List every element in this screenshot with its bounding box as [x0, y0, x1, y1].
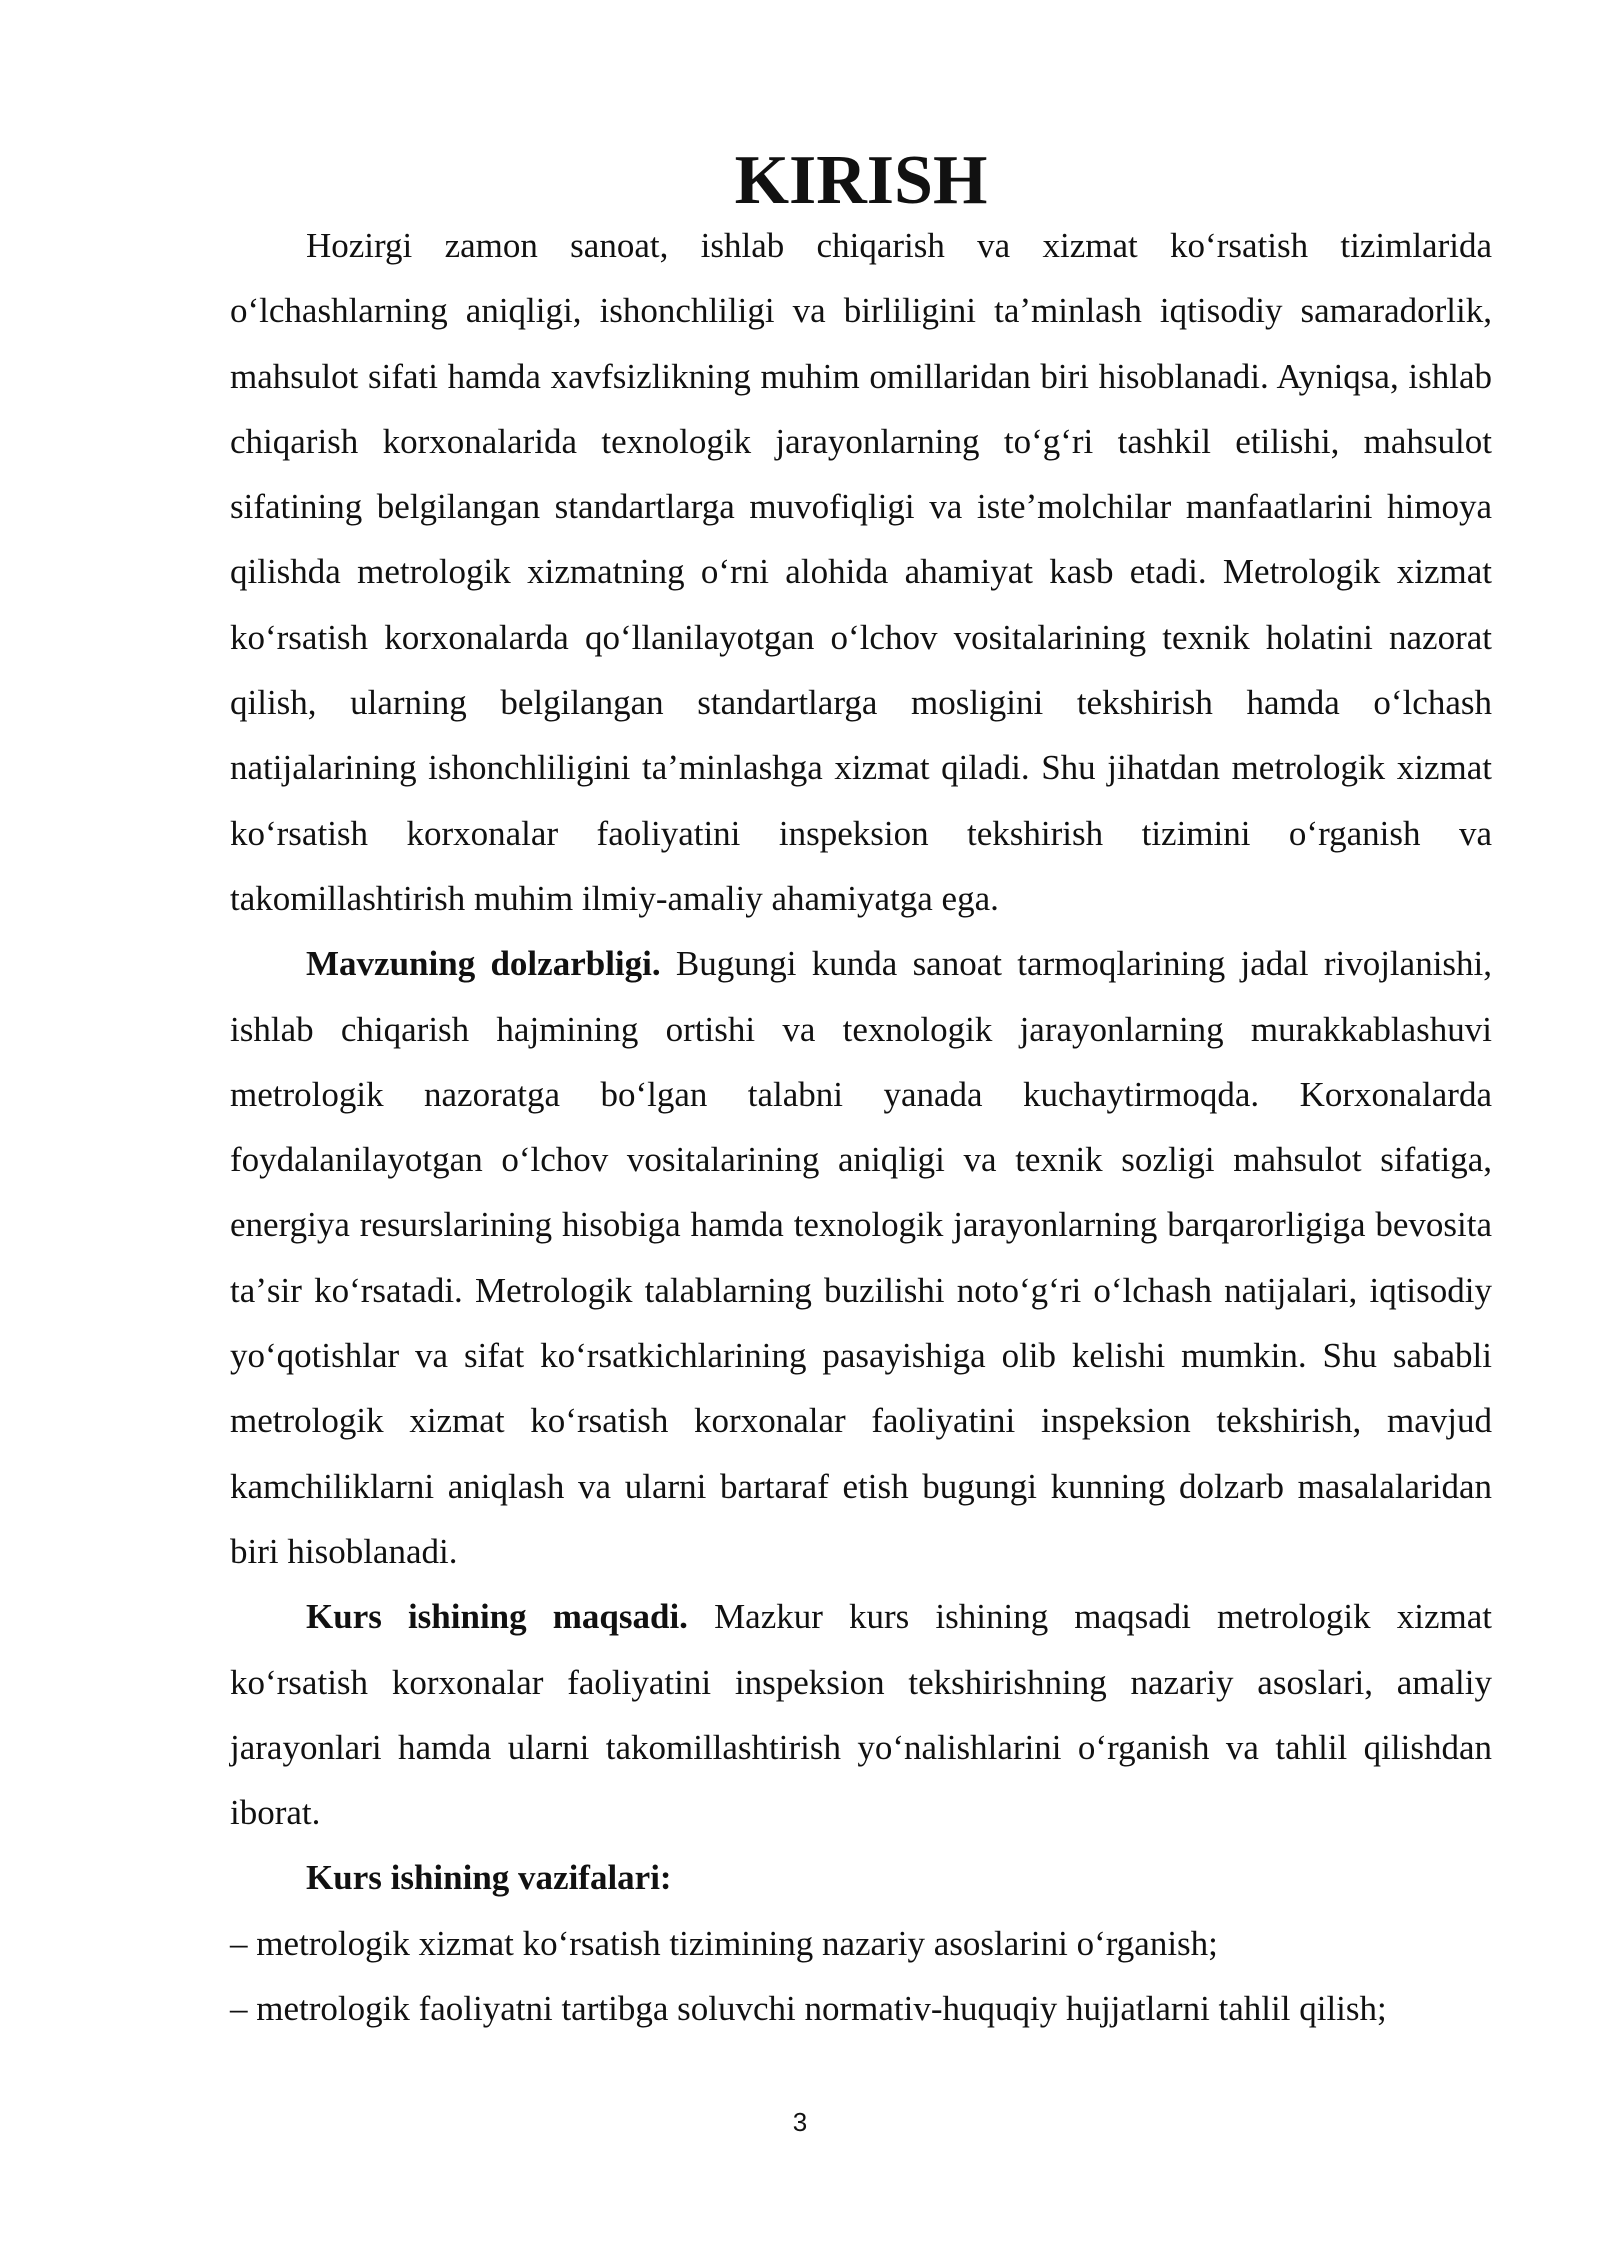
tasks-heading: Kurs ishining vazifalari: — [306, 1858, 672, 1898]
relevance-paragraph — [230, 931, 1492, 1584]
goal-heading: Kurs ishining maqsadi. — [306, 1597, 688, 1637]
relevance-text: Bugungi kunda sanoat tarmoqlarining jadal rivojlanishi, ishlab chiqarish hajmining ortishi va texnologik jarayonlarning murakkablashuvi metrologik nazoratga boʻlgan talabni yanada kuchaytirmoqda. Korxonalarda foydalanilayotgan oʻlchov vositalarining aniqligi va texnik sozligi mahsulot sifatiga, energiya resurslarining hisobiga hamda texnologik jarayonlarning barqarorligiga bevosita taʼsir koʻrsatadi. Metrologik talablarning buzilishi notoʻgʻri oʻlchash natijalari, iqtisodiy yoʻqotishlar va sifat koʻrsatkichlarining pasayishiga olib kelishi mumkin. Shu sababli metrologik xizmat koʻrsatish korxonalar faoliyatini inspeksion tekshirish, mavjud kamchiliklarni aniqlash va ularni bartaraf etish bugungi kunning dolzarb masalalaridan biri hisoblanadi. — [230, 944, 1493, 1571]
list-item: – metrologik faoliyatni tartibga soluvchi normativ-huquqiy hujjatlarni tahlil qilish; — [230, 1989, 1387, 2029]
tasks-list — [230, 1911, 1492, 2042]
list-item: – metrologik xizmat koʻrsatish tizimining nazariy asoslarini oʻrganish; — [230, 1923, 1218, 1963]
intro-paragraph: Hozirgi zamon sanoat, ishlab chiqarish va xizmat koʻrsatish tizimlarida oʻlchashlarning aniqligi, ishonchliligi va birliligini taʼminlash iqtisodiy samaradorlik, mahsulot sifati hamda xavfsizlikning muhim omillaridan biri hisoblanadi. Ayniqsa, ishlab chiqarish korxonalarida texnologik jarayonlarning toʻgʻri tashkil etilishi, mahsulot sifatining belgilangan standartlarga muvofiqligi va isteʼmolchilar manfaatlarini himoya qilishda metrologik xizmatning oʻrni alohida ahamiyat kasb etadi. Metrologik xizmat koʻrsatish korxonalarda qoʻllanilayotgan oʻlchov vositalarining texnik holatini nazorat qilish, ularning belgilangan standartlarga mosligini tekshirish hamda oʻlchash natijalarining ishonchliligini taʼminlashga xizmat qiladi. Shu jihatdan metrologik xizmat koʻrsatish korxonalar faoliyatini inspeksion tekshirish tizimini oʻrganish va takomillashtirish muhim ilmiy-amaliy ahamiyatga ega. — [230, 226, 1492, 918]
page-content — [230, 142, 1493, 2041]
goal-text: Mazkur kurs ishining maqsadi metrologik xizmat koʻrsatish korxonalar faoliyatini inspeksion tekshirishning nazariy asoslari, amaliy jarayonlari hamda ularni takomillashtirish yoʻnalishlarini oʻrganish va tahlil qilishdan iborat. — [230, 1597, 1492, 1833]
page-number: 3 — [792, 2107, 808, 2137]
relevance-heading: Mavzuning dolzarbligi. — [306, 944, 661, 984]
goal-paragraph — [230, 1584, 1492, 1845]
page-title: KIRISH — [734, 142, 988, 219]
